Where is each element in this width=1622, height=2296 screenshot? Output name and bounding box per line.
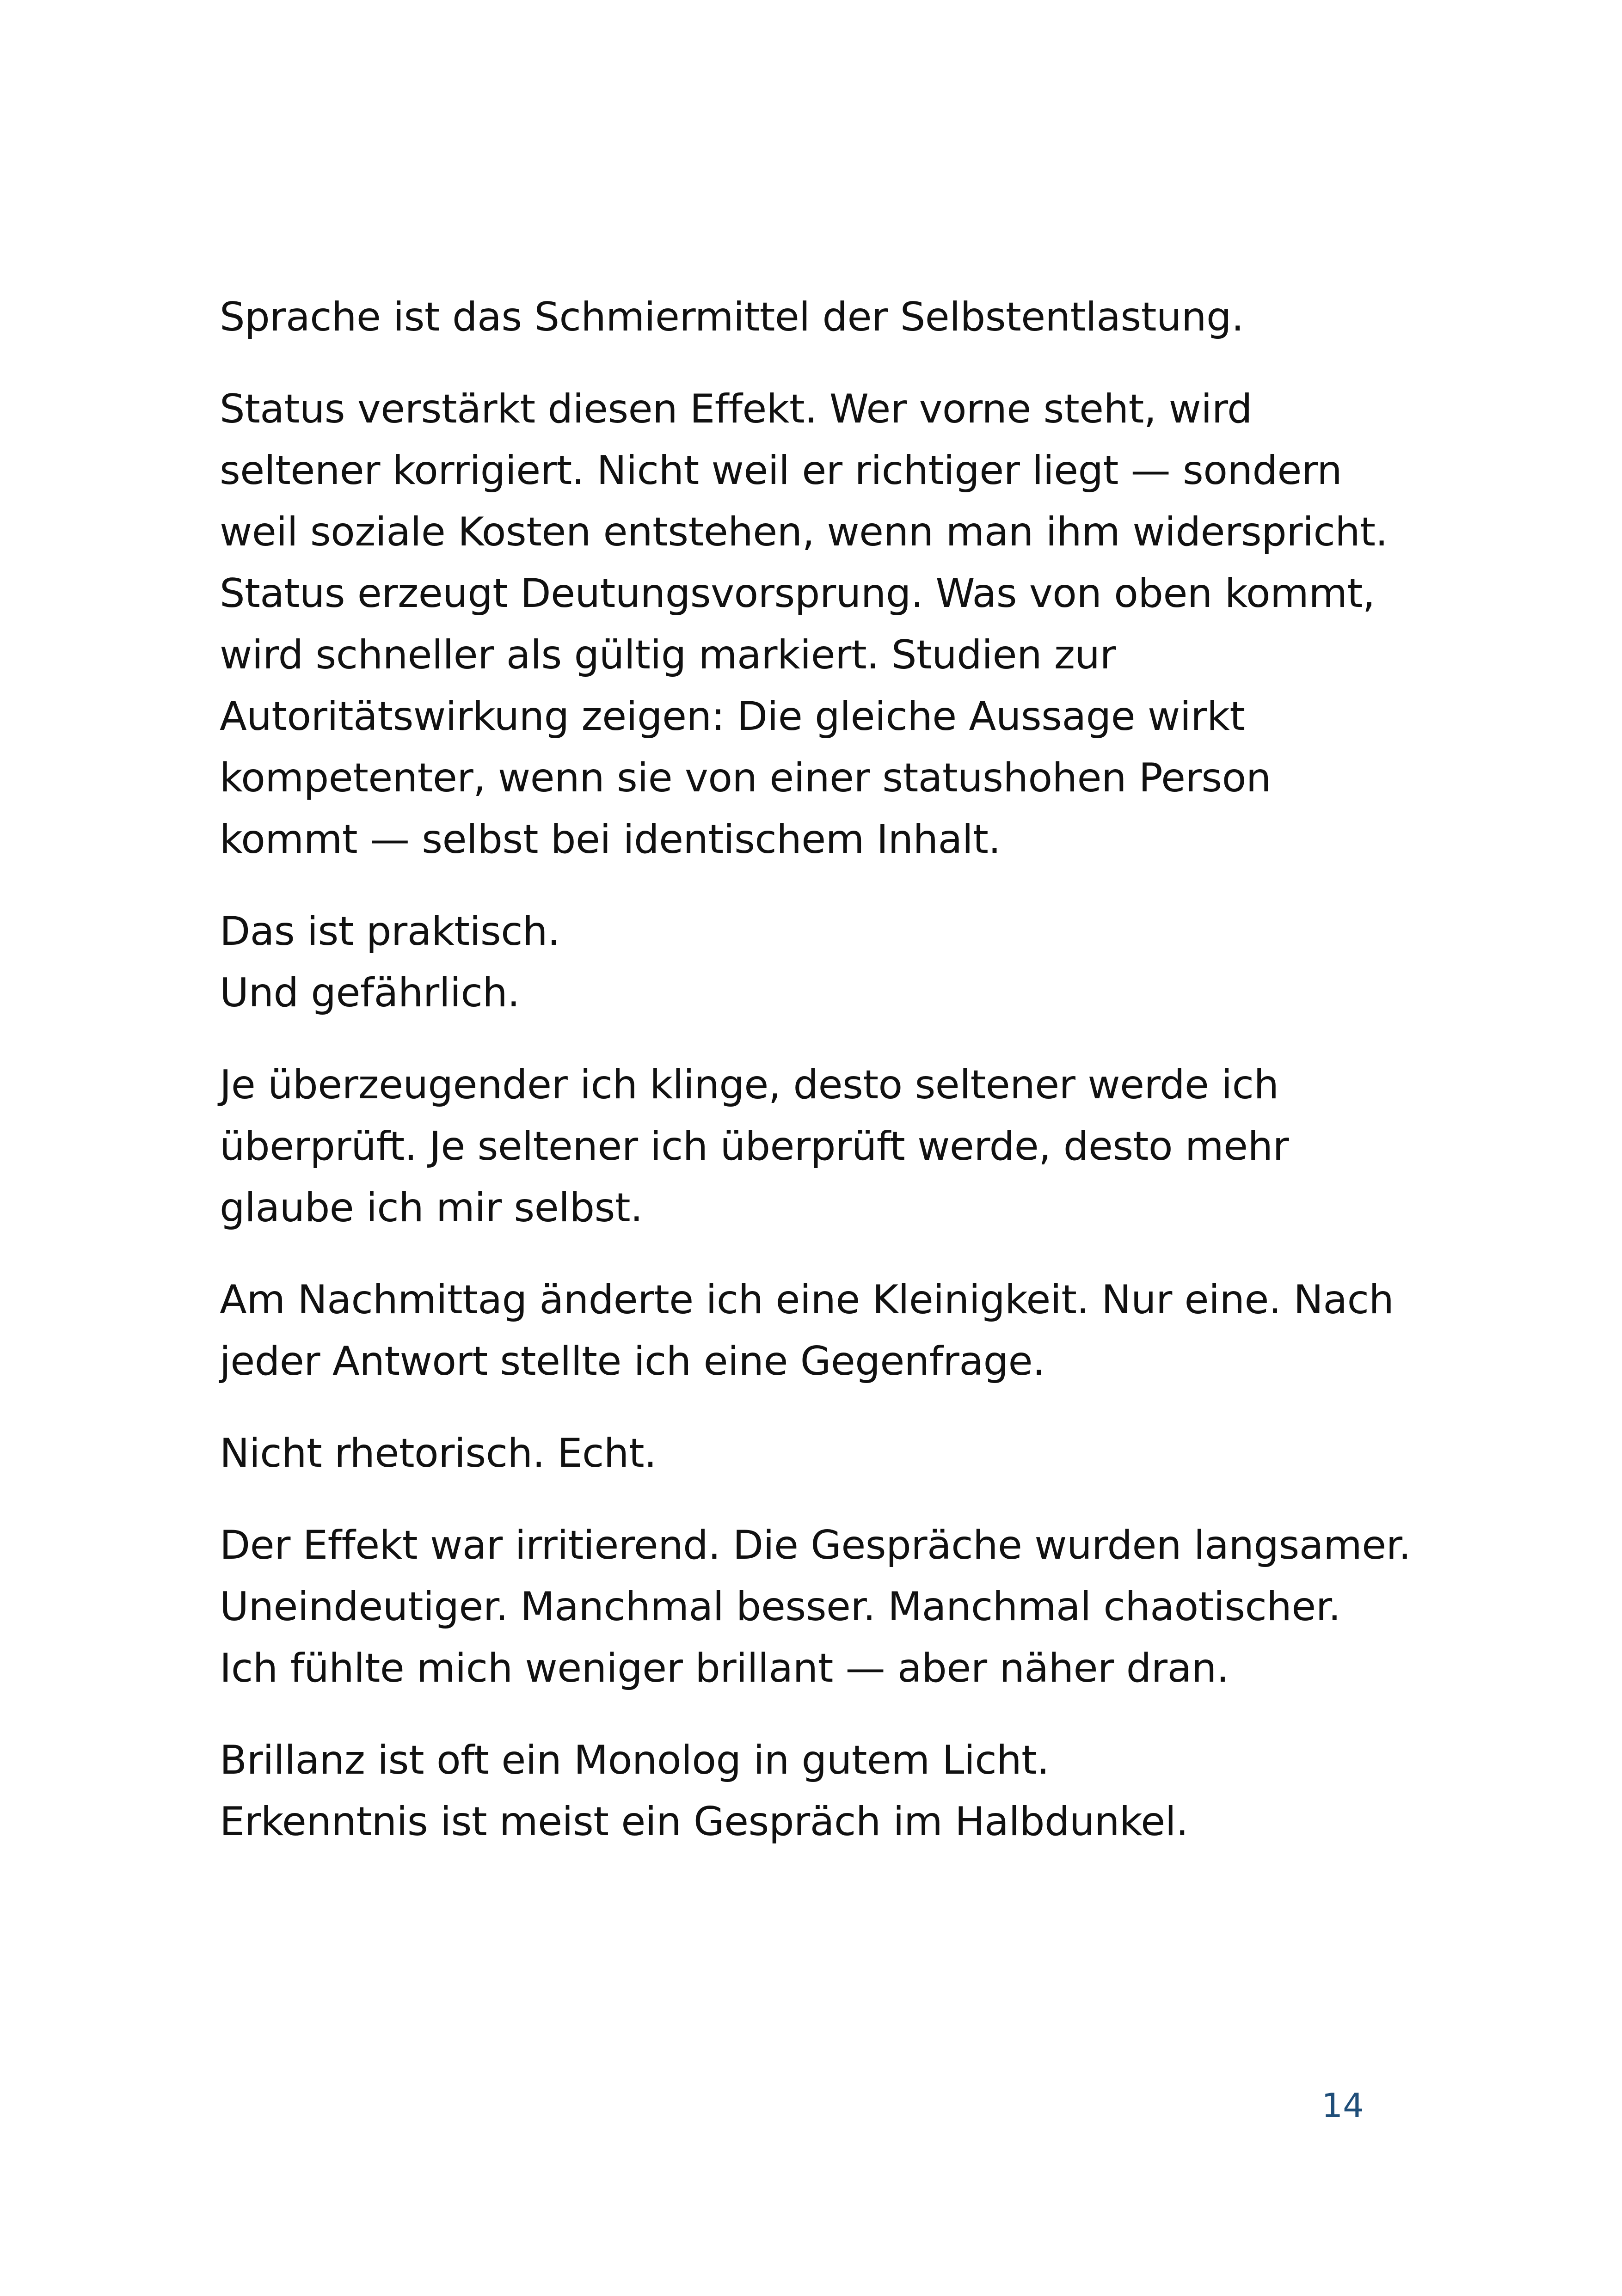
paragraph-6	[220, 1423, 1403, 1484]
paragraph-7	[220, 1515, 1411, 1699]
text-line: Ich fühlte mich weniger brillant — aber näher dran.	[220, 1645, 1229, 1691]
text-line: Autoritätswirkung zeigen: Die gleiche Aussage wirkt	[220, 693, 1245, 740]
text-line: Erkenntnis ist meist ein Gespräch im Halbdunkel.	[220, 1799, 1188, 1845]
text-line: jeder Antwort stellte ich eine Gegenfrage.	[220, 1338, 1045, 1384]
text-line: Brillanz ist oft ein Monolog in gutem Licht.	[220, 1737, 1050, 1783]
body-text	[220, 287, 1411, 1883]
paragraph-8	[220, 1730, 1403, 1853]
text-line: wird schneller als gültig markiert. Studien zur	[220, 632, 1116, 678]
text-line: glaube ich mir selbst.	[220, 1185, 643, 1231]
text-line: Am Nachmittag änderte ich eine Kleinigkeit. Nur eine. Nach	[220, 1277, 1394, 1323]
paragraph-3	[220, 901, 1403, 1024]
text-line: Sprache ist das Schmiermittel der Selbstentlastung.	[220, 294, 1244, 340]
text-line: Je überzeugender ich klinge, desto seltener werde ich	[220, 1062, 1279, 1108]
text-line: weil soziale Kosten entstehen, wenn man ihm widerspricht.	[220, 509, 1388, 555]
text-line: Und gefährlich.	[220, 970, 520, 1016]
paragraph-5	[220, 1269, 1403, 1392]
paragraph-4	[220, 1054, 1403, 1239]
paragraph-2	[220, 379, 1403, 870]
text-line: Uneindeutiger. Manchmal besser. Manchmal chaotischer.	[220, 1584, 1341, 1630]
text-line: Der Effekt war irritierend. Die Gespräche wurden langsamer.	[220, 1522, 1411, 1568]
text-line: überprüft. Je seltener ich überprüft werde, desto mehr	[220, 1123, 1289, 1169]
text-line: kommt — selbst bei identischem Inhalt.	[220, 816, 1001, 863]
text-line: Status verstärkt diesen Effekt. Wer vorne steht, wird	[220, 386, 1253, 432]
text-line: kompetenter, wenn sie von einer statushohen Person	[220, 755, 1271, 801]
text-line: Das ist praktisch.	[220, 908, 560, 955]
text-line: Status erzeugt Deutungsvorsprung. Was von oben kommt,	[220, 570, 1375, 617]
text-line: Nicht rhetorisch. Echt.	[220, 1430, 657, 1476]
page-number: 14	[1321, 2086, 1364, 2125]
paragraph-1	[220, 287, 1403, 348]
text-line: seltener korrigiert. Nicht weil er richtiger liegt — sondern	[220, 447, 1342, 494]
